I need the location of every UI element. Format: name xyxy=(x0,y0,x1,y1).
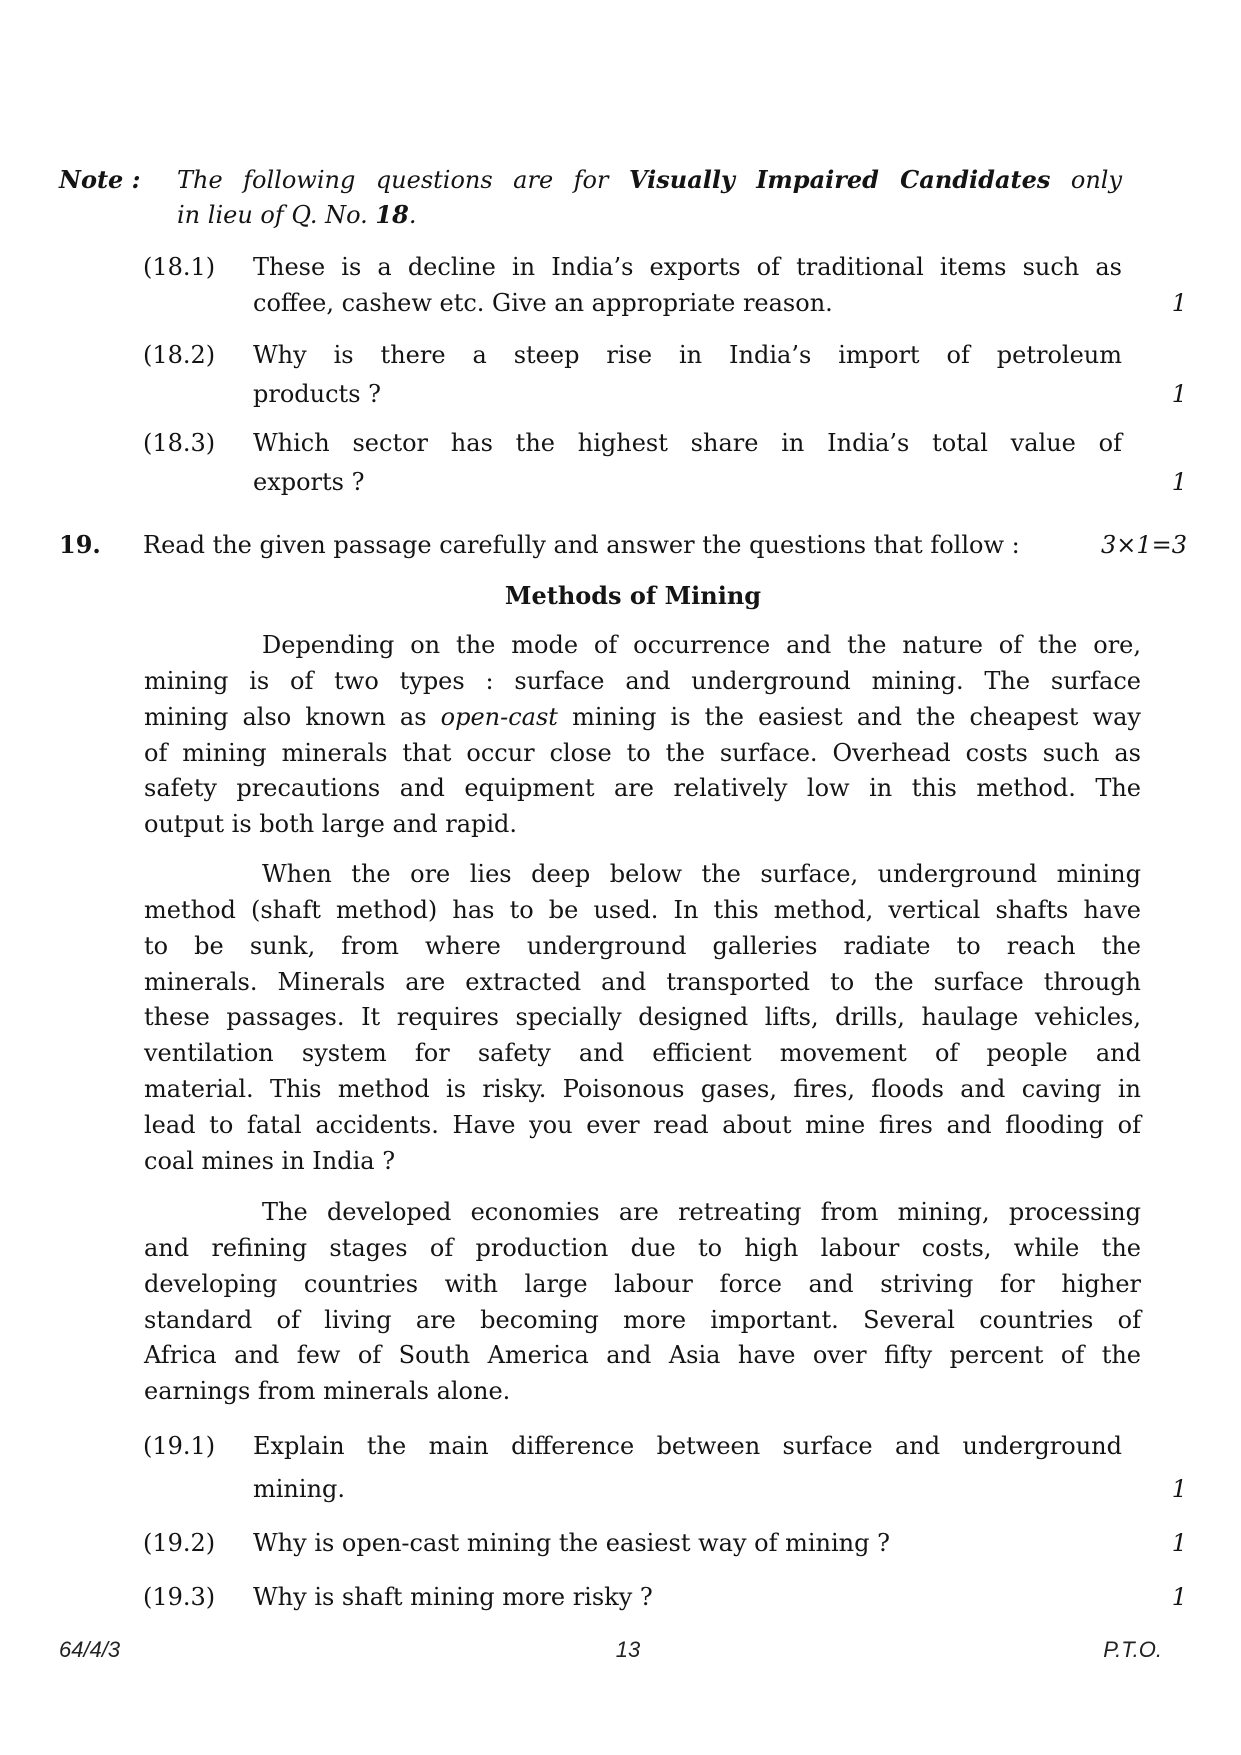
sub-question-marks: 1 xyxy=(1171,1529,1187,1557)
sub-question-text-line: Why is open-cast mining the easiest way of mining ? xyxy=(253,1529,890,1557)
sub-question-text-line: mining. xyxy=(253,1475,346,1503)
passage-line: standard of living are becoming more important. Several countries of xyxy=(144,1305,1141,1334)
note-line-2-bold: 18 xyxy=(375,200,409,229)
note-line-2-pre: in lieu of Q. No. xyxy=(177,201,368,229)
passage-line: of mining minerals that occur close to the surface. Overhead costs such as xyxy=(144,738,1141,767)
question-number: (18.3) xyxy=(143,429,216,457)
note-label: Note : xyxy=(59,165,141,194)
passage-line: method (shaft method) has to be used. In this method, vertical shafts have xyxy=(144,895,1141,924)
passage-paragraph-2 xyxy=(144,857,1141,1180)
sub-question-number: (19.3) xyxy=(143,1583,216,1611)
passage-line: and refining stages of production due to high labour costs, while the xyxy=(144,1233,1141,1262)
passage-line: material. This method is risky. Poisonous gases, fires, floods and caving in xyxy=(144,1075,1141,1104)
passage-paragraph-3 xyxy=(144,1195,1141,1410)
passage-line: earnings from minerals alone. xyxy=(144,1377,511,1406)
note-line-1 xyxy=(177,162,1122,198)
sub-question-marks: 1 xyxy=(1171,1475,1187,1503)
passage-line: mining is of two types : surface and underground mining. The surface xyxy=(144,666,1141,695)
note-line-1-pre: The following questions are for xyxy=(177,166,609,194)
note-line-2-post: . xyxy=(408,201,417,229)
passage-line: Africa and few of South America and Asia have over fifty percent of the xyxy=(144,1341,1141,1370)
question-19-instruction: Read the given passage carefully and answer the questions that follow : xyxy=(143,531,1020,559)
passage-line: coal mines in India ? xyxy=(144,1146,396,1175)
question-text-line: These is a decline in India’s exports of traditional items such as xyxy=(253,253,1122,281)
passage-line: these passages. It requires specially designed lifts, drills, haulage vehicles, xyxy=(144,1003,1141,1032)
sub-question-number: (19.1) xyxy=(143,1432,216,1460)
question-text-line: coffee, cashew etc. Give an appropriate reason. xyxy=(253,289,833,317)
passage-line: developing countries with large labour force and striving for higher xyxy=(144,1269,1141,1298)
question-marks: 1 xyxy=(1171,380,1187,408)
question-text-line: products ? xyxy=(253,380,382,408)
passage-line: to be sunk, from where underground galleries radiate to reach the xyxy=(144,931,1141,960)
passage-line: When the ore lies deep below the surface, underground mining xyxy=(262,860,1141,888)
passage-line: output is both large and rapid. xyxy=(144,810,518,839)
question-text-line: exports ? xyxy=(253,468,365,496)
passage-line: The developed economies are retreating from mining, processing xyxy=(262,1198,1141,1226)
passage-italic-term: open-cast xyxy=(440,702,558,731)
footer-paper-code: 64/4/3 xyxy=(59,1637,121,1662)
passage-heading: Methods of Mining xyxy=(504,581,762,610)
question-text-line: Why is there a steep rise in India’s import of petroleum xyxy=(253,341,1122,369)
passage-line xyxy=(144,700,1141,736)
footer-pto: P.T.O. xyxy=(1103,1637,1162,1662)
question-19-number: 19. xyxy=(59,530,101,559)
passage-line: minerals. Minerals are extracted and transported to the surface through xyxy=(144,967,1141,996)
passage-paragraph-1 xyxy=(144,628,1141,843)
question-text-line: Which sector has the highest share in India’s total value of xyxy=(253,429,1122,457)
passage-line: lead to fatal accidents. Have you ever read about mine fires and flooding of xyxy=(144,1110,1141,1139)
question-marks: 1 xyxy=(1171,289,1187,317)
question-19-marks: 3×1=3 xyxy=(1100,531,1187,559)
passage-line: safety precautions and equipment are relatively low in this method. The xyxy=(144,774,1141,803)
question-marks: 1 xyxy=(1171,468,1187,496)
sub-question-text-line: Explain the main difference between surface and underground xyxy=(253,1432,1122,1460)
footer-page-number: 13 xyxy=(615,1637,641,1662)
passage-line-part: mining is the easiest and the cheapest way xyxy=(572,702,1141,731)
sub-question-number: (19.2) xyxy=(143,1529,216,1557)
question-number: (18.2) xyxy=(143,341,216,369)
passage-line: ventilation system for safety and efficient movement of people and xyxy=(144,1039,1141,1068)
passage-line: Depending on the mode of occurrence and the nature of the ore, xyxy=(262,631,1141,659)
question-number: (18.1) xyxy=(143,253,216,281)
sub-question-text-line: Why is shaft mining more risky ? xyxy=(253,1583,653,1611)
note-line-1-post: only xyxy=(1070,166,1123,194)
sub-question-marks: 1 xyxy=(1171,1583,1187,1611)
note-line-1-bold: Visually Impaired Candidates xyxy=(628,165,1051,194)
passage-line-part: mining also known as xyxy=(144,702,427,731)
note-line-2 xyxy=(177,197,416,233)
